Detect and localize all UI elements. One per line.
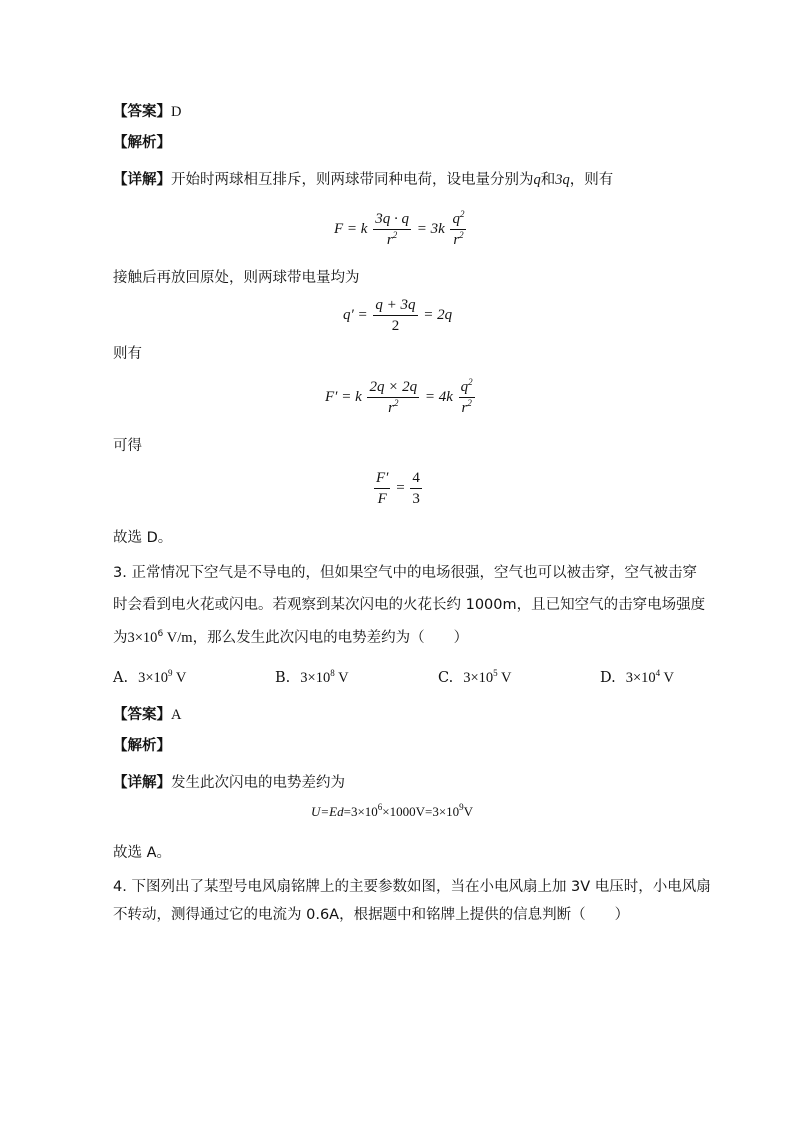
equation-coulomb-after: F′ = k $\frac{2q \times 2q}{r^2}$ = 4k $\frac{q^2}{r^2}$ (325, 377, 473, 416)
answer-line-2: 【答案】A (113, 707, 182, 723)
answer-line-1 (113, 102, 181, 122)
fraction: $\frac{q^2}{r^2}$ (452, 209, 465, 248)
detail-label: 【详解】 (113, 172, 171, 188)
question-3-line-3: 为$3\times 10^6$ V/m，那么发生此次闪电的电势差约为（ ） (113, 629, 469, 646)
equation-coulomb-initial: F = k $\frac{3q \cdot q}{r^2}$ = 3k $\frac{q^2}{r^2}$ (334, 209, 465, 248)
analysis-label-1: 【解析】 (113, 135, 171, 151)
fraction: $\frac{F'}{F}$ (376, 470, 389, 507)
option-a[interactable]: A. $3\times 10^9$ V (113, 668, 187, 686)
question-4-line-2: 不转动，测得通过它的电流为 0.6A，根据题中和铭牌上提供的信息判断（ ） (113, 907, 630, 923)
fraction: $\frac{3q \cdot q}{r^2}$ (375, 211, 409, 248)
fraction: $\frac{2q \times 2q}{r^2}$ (369, 379, 418, 416)
equation-charge-share: q′ = $\frac{q + 3q}{2}$ = 2q (343, 297, 453, 334)
detail-line-1: 【详解】开始时两球相互排斥，则两球带同种电荷，设电量分别为q和3q，则有 (113, 172, 614, 188)
analysis-label-2: 【解析】 (113, 738, 171, 754)
conclusion-1: 故选 D。 (113, 530, 173, 546)
option-b[interactable]: B. $3\times 10^8$ V (275, 668, 349, 686)
question-3-line-2: 时会看到电火花或闪电。若观察到某次闪电的火花长约 1000m，且已知空气的击穿电场强度 (113, 597, 706, 613)
conclusion-2: 故选 A。 (113, 845, 172, 861)
text-obtain: 可得 (113, 438, 142, 454)
option-c[interactable]: C. $3\times 10^5$ V (438, 668, 512, 686)
question-3-line-1: 3. 正常情况下空气是不导电的，但如果空气中的电场很强，空气也可以被击穿，空气被击穿 (113, 565, 697, 581)
option-d[interactable]: D. $3\times 10^4$ V (600, 668, 674, 686)
text-contact: 接触后再放回原处，则两球带电量均为 (113, 270, 360, 286)
equation-ratio: $\frac{F'}{F}$ = $\frac{4}{3}$ (376, 470, 420, 507)
answer-value: D (171, 104, 182, 120)
fraction: $\frac{q + 3q}{2}$ (375, 297, 416, 334)
fraction: $\frac{q^2}{r^2}$ (460, 377, 473, 416)
text-then: 则有 (113, 346, 142, 362)
fraction: $\frac{4}{3}$ (412, 470, 420, 507)
detail-line-2: 【详解】发生此次闪电的电势差约为 (113, 775, 345, 791)
equation-potential-difference: $U=Ed=3\times 10^6\times 1000V=3\times 10^9V$ (311, 802, 474, 819)
question-4-line-1: 4. 下图列出了某型号电风扇铭牌上的主要参数如图，当在小电风扇上加 3V 电压时，小电风扇 (113, 879, 711, 895)
answer-label: 【答案】 (113, 104, 171, 120)
